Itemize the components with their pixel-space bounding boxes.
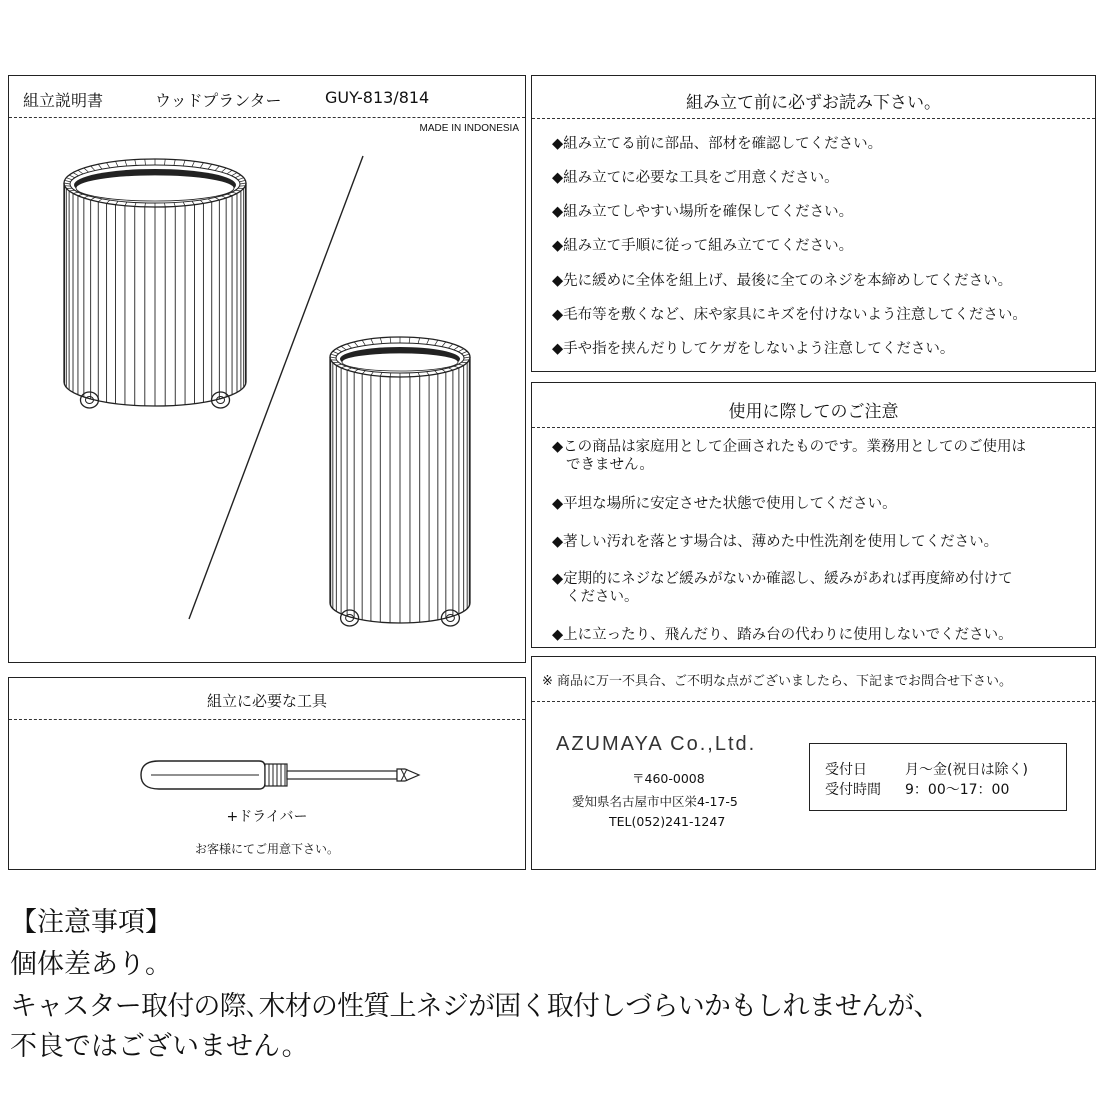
tools-note: お客様にてご用意下さい。 bbox=[194, 842, 339, 856]
screwdriver-icon bbox=[135, 755, 435, 795]
doc-type: 組立説明書 bbox=[23, 91, 104, 110]
before-item-7: ◆手や指を挟んだりしてケガをしないよう注意してください。 bbox=[552, 341, 955, 357]
contact-notice: ※ 商品に万一不具合、ご不明な点がございましたら、下記までお問合せ下さい。 bbox=[542, 674, 1013, 689]
before-item-3: ◆組み立てしやすい場所を確保してください。 bbox=[552, 204, 854, 220]
before-item-6: ◆毛布等を敷くなど、床や家具にキズを付けないよう注意してください。 bbox=[552, 307, 1027, 323]
company-address: 愛知県名古屋市中区栄4-17-5 bbox=[572, 794, 738, 809]
time-value: 9：00〜17：00 bbox=[905, 782, 1010, 798]
usage-item-3: ◆著しい汚れを落とす場合は、薄めた中性洗剤を使用してください。 bbox=[552, 534, 999, 550]
caution-line-1: 個体差あり。 bbox=[10, 949, 172, 980]
before-item-1: ◆組み立てる前に部品、部材を確認してください。 bbox=[552, 136, 883, 152]
caution-heading: 【注意事項】 bbox=[10, 907, 172, 938]
usage-item-2: ◆平坦な場所に安定させた状態で使用してください。 bbox=[552, 496, 897, 512]
company-name: AZUMAYA Co.,Ltd. bbox=[556, 733, 757, 755]
days-label: 受付日 bbox=[825, 762, 867, 778]
usage-item-4: ◆定期的にネジなど緩みがないか確認し、緩みがあれば再度締め付けて ください。 bbox=[552, 571, 1013, 605]
tools-panel bbox=[8, 677, 526, 870]
before-item-4: ◆組み立て手順に従って組み立ててください。 bbox=[552, 238, 854, 254]
contact-panel bbox=[531, 656, 1096, 870]
product-panel bbox=[8, 75, 526, 663]
tool-label: +ドライバー bbox=[226, 809, 308, 825]
caution-line-3: 不良ではございません。 bbox=[10, 1031, 309, 1062]
before-assembly-title: 組み立て前に必ずお読み下さい。 bbox=[686, 93, 941, 113]
company-tel: TEL(052)241-1247 bbox=[609, 814, 726, 829]
time-label: 受付時間 bbox=[825, 782, 881, 798]
days-value: 月〜金(祝日は除く) bbox=[905, 762, 1028, 778]
usage-title: 使用に際してのご注意 bbox=[728, 402, 899, 422]
model-number: GUY-813/814 bbox=[325, 88, 430, 107]
tools-title: 組立に必要な工具 bbox=[206, 692, 327, 710]
postal-code: 〒460-0008 bbox=[632, 771, 705, 786]
before-item-2: ◆組み立てに必要な工具をご用意ください。 bbox=[552, 170, 839, 186]
reception-hours-box bbox=[809, 743, 1067, 811]
product-name: ウッドプランター bbox=[155, 91, 282, 110]
caution-line-2: キャスター取付の際､木材の性質上ネジが固く取付しづらいかもしれませんが、 bbox=[10, 991, 940, 1022]
planter-illustration bbox=[9, 76, 527, 664]
made-in-label: MADE IN INDONESIA bbox=[419, 123, 519, 134]
usage-panel bbox=[531, 382, 1096, 648]
usage-item-5: ◆上に立ったり、飛んだり、踏み台の代わりに使用しないでください。 bbox=[552, 627, 1013, 643]
usage-item-1: ◆この商品は家庭用として企画されたものです。業務用としてのご使用は できません。 bbox=[552, 439, 1026, 473]
before-item-5: ◆先に緩めに全体を組上げ、最後に全てのネジを本締めしてください。 bbox=[552, 273, 1013, 289]
before-assembly-panel bbox=[531, 75, 1096, 372]
